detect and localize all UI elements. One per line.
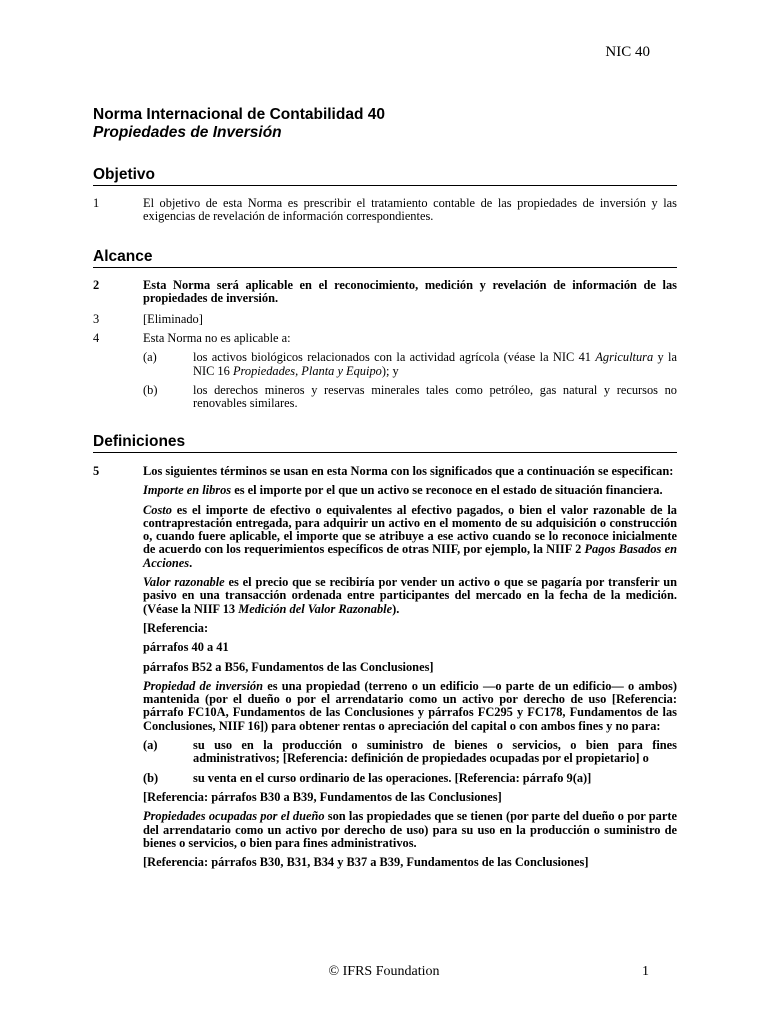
list-item-b bbox=[143, 772, 677, 785]
header-standard-tag: NIC 40 bbox=[605, 44, 650, 60]
reference-parrafos: párrafos 40 a 41 bbox=[143, 640, 229, 655]
list-text: su uso en la producción o suministro de bienes o servicios, o bien para fines administrativos; [Referencia: definición de propiedades ocupadas por el propietario] o bbox=[193, 738, 677, 766]
paragraph-number: 2 bbox=[93, 278, 100, 292]
list-text: los activos biológicos relacionados con la actividad agrícola (véase la NIC 41 Agricultura y la NIC 16 Propiedades, Planta y Equipo); y bbox=[193, 350, 677, 378]
definition-propiedad-de-inversion: Propiedad de inversión es una propiedad (terreno o un edificio —o parte de un edificio— o ambos) mantenida (por el dueño o por el arrendatario como un activo por derecho de uso [Referencia: párrafo FC10A, Fundamentos de las Conclusiones y párrafos FC295 y FC178, Fundamentos de las Conclusiones, NIIF 16]) para obtener rentas o apreciación del capital o con ambos fines y no para: bbox=[143, 678, 677, 733]
reference-final: [Referencia: párrafos B30, B31, B34 y B37 a B39, Fundamentos de las Conclusiones] bbox=[143, 855, 589, 870]
list-item-a bbox=[143, 351, 677, 378]
definition-valor-razonable: Valor razonable es el precio que se recibiría por vender un activo o que se pagaría por transferir un pasivo en una transacción ordenada entre participantes del mercado en la fecha de la medición. (Véase la NIIF 13 Medición del Valor Razonable). bbox=[143, 575, 677, 616]
definition-costo: Costo es el importe de efectivo o equivalentes al efectivo pagados, o bien el valor razonable de la contraprestación entregada, para adquirir un activo en el momento de su adquisición o construcción o, cuando fuere aplicable, el importe que se atribuye a ese activo cuando se lo reconoce inicialmente de acuerdo con los requerimientos específicos de otras NIIF, por ejemplo, la NIIF 2 Pagos Basados en Acciones. bbox=[143, 502, 677, 570]
list-label: (a) bbox=[143, 738, 158, 753]
paragraph-3 bbox=[93, 313, 677, 326]
list-text: su venta en el curso ordinario de las operaciones. [Referencia: párrafo 9(a)] bbox=[193, 770, 592, 785]
paragraph-1 bbox=[93, 197, 677, 224]
paragraph-number: 3 bbox=[93, 312, 100, 326]
paragraph-2 bbox=[93, 279, 677, 306]
paragraph-text: Esta Norma no es aplicable a: bbox=[143, 331, 291, 345]
list-item-b bbox=[143, 384, 677, 411]
definitions-intro: Los siguientes términos se usan en esta Norma con los significados que a continuación se especifican: bbox=[143, 464, 674, 478]
section-heading-definiciones: Definiciones bbox=[93, 433, 677, 453]
section-heading-objetivo: Objetivo bbox=[93, 166, 677, 186]
paragraph-5 bbox=[93, 465, 677, 869]
paragraph-text: [Eliminado] bbox=[143, 312, 203, 326]
paragraph-number: 4 bbox=[93, 331, 100, 345]
paragraph-text: El objetivo de esta Norma es prescribir el tratamiento contable de las propiedades de inversión y las exigencias de revelación de información correspondientes. bbox=[143, 196, 677, 224]
list-label: (b) bbox=[143, 382, 158, 397]
reference-b30-b39: [Referencia: párrafos B30 a B39, Fundamentos de las Conclusiones] bbox=[143, 789, 502, 804]
paragraph-number: 5 bbox=[93, 464, 100, 478]
list-item-a bbox=[143, 739, 677, 766]
reference-open: [Referencia: bbox=[143, 620, 209, 635]
section-heading-alcance: Alcance bbox=[93, 248, 677, 268]
definition-propiedades-ocupadas: Propiedades ocupadas por el dueño son las propiedades que se tienen (por parte del dueño o por parte del arrendatario como un activo por derecho de uso) para su uso en la producción o suministro de bienes o servicios, o bien para fines administrativos. bbox=[143, 809, 677, 850]
document-title: Norma Internacional de Contabilidad 40 bbox=[93, 106, 385, 123]
document-subtitle: Propiedades de Inversión bbox=[93, 124, 282, 141]
paragraph-number: 1 bbox=[93, 196, 100, 210]
reference-fundamentos: párrafos B52 a B56, Fundamentos de las Conclusiones] bbox=[143, 659, 434, 674]
list-label: (b) bbox=[143, 770, 159, 785]
paragraph-4 bbox=[93, 332, 677, 416]
list-label: (a) bbox=[143, 350, 157, 365]
page-number: 1 bbox=[642, 964, 649, 979]
list-text: los derechos mineros y reservas minerales tales como petróleo, gas natural y recursos no renovables similares. bbox=[193, 382, 677, 411]
paragraph-text: Esta Norma será aplicable en el reconocimiento, medición y revelación de información de las propiedades de inversión. bbox=[143, 278, 677, 306]
footer-copyright: © IFRS Foundation bbox=[328, 964, 440, 979]
definition-importe-en-libros: Importe en libros es el importe por el que un activo se reconoce en el estado de situación financiera. bbox=[143, 483, 663, 498]
